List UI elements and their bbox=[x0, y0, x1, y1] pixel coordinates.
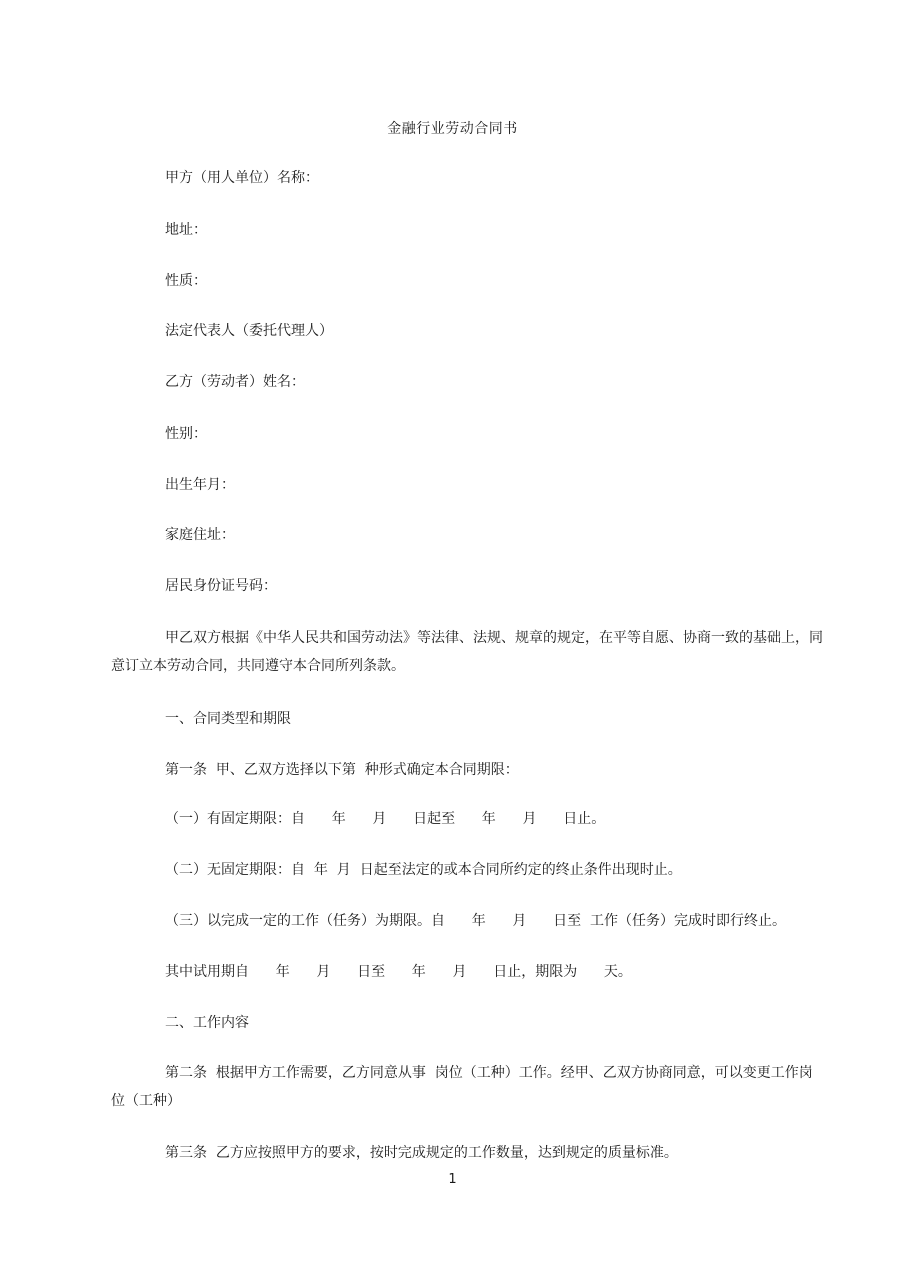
article-2-line-2: 位（工种） bbox=[111, 1093, 181, 1109]
article-2-line-1: 第二条 根据甲方工作需要，乙方同意从事 岗位（工种）工作。经甲、乙双方协商同意，可以变更工作岗 bbox=[165, 1065, 813, 1081]
option-2-open-term: （二）无固定期限：自 年 月 日起至法定的或本合同所约定的终止条件出现时止。 bbox=[165, 862, 682, 878]
option-1-fixed-term: （一）有固定期限：自 年 月 日起至 年 月 日止。 bbox=[165, 811, 606, 827]
preamble-line-2: 意订立本劳动合同，共同遵守本合同所列条款。 bbox=[111, 658, 405, 674]
party-b-name-field: 乙方（劳动者）姓名： bbox=[165, 374, 305, 390]
nature-field: 性质： bbox=[165, 273, 207, 289]
preamble-paragraph bbox=[111, 624, 823, 680]
preamble-line-1: 甲乙双方根据《中华人民共和国劳动法》等法律、法规、规章的规定，在平等自愿、协商一致的基础上，同 bbox=[165, 630, 823, 646]
article-1: 第一条 甲、乙双方选择以下第 种形式确定本合同期限： bbox=[165, 762, 519, 778]
page-number: 1 bbox=[448, 1172, 457, 1187]
option-3-task-term: （三）以完成一定的工作（任务）为期限。自 年 月 日至 工作（任务）完成时即行终止。 bbox=[165, 913, 787, 929]
party-a-name-field: 甲方（用人单位）名称： bbox=[165, 170, 319, 186]
probation-period: 其中试用期自 年 月 日至 年 月 日止，期限为 天。 bbox=[165, 964, 632, 980]
section-1-heading: 一、合同类型和期限 bbox=[165, 711, 291, 727]
home-address-field: 家庭住址： bbox=[165, 527, 235, 543]
address-field: 地址： bbox=[165, 222, 207, 238]
article-3: 第三条 乙方应按照甲方的要求，按时完成规定的工作数量，达到规定的质量标准。 bbox=[165, 1145, 678, 1161]
gender-field: 性别： bbox=[165, 426, 207, 442]
section-2-heading: 二、工作内容 bbox=[165, 1015, 249, 1031]
id-number-field: 居民身份证号码： bbox=[165, 578, 277, 594]
article-2-paragraph bbox=[111, 1059, 813, 1115]
document-title: 金融行业劳动合同书 bbox=[387, 121, 518, 137]
birth-date-field: 出生年月： bbox=[165, 477, 235, 493]
legal-representative-field: 法定代表人（委托代理人） bbox=[165, 323, 333, 339]
